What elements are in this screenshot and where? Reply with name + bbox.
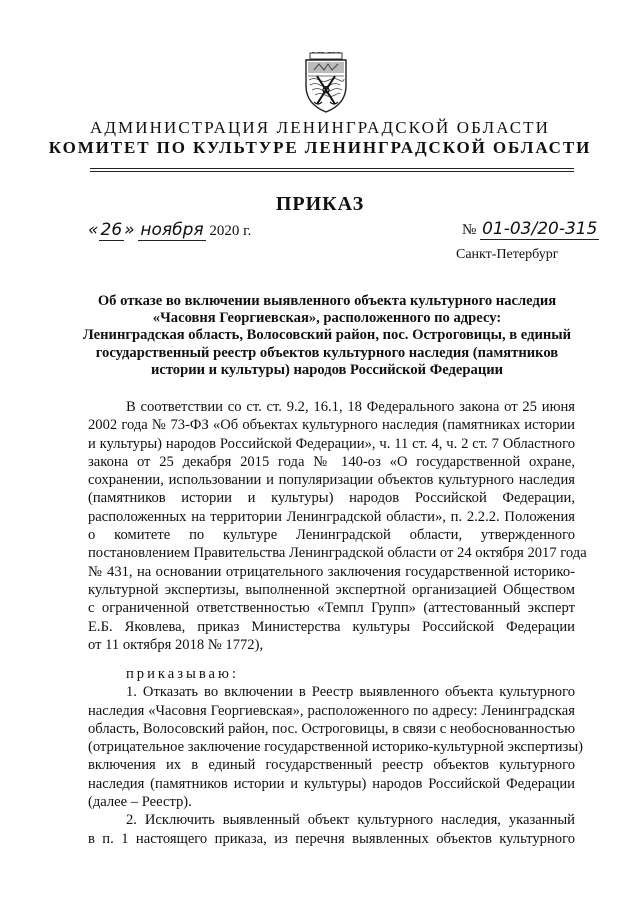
item-line: наследия «Часовня Георгиевская», расположенного по адресу: Ленинградская <box>88 702 575 719</box>
body-line: В соответствии со ст. ст. 9.2, 16.1, 18 Федерального закона от 25 июня <box>126 399 575 415</box>
title-line: истории и культуры) народов Российской Федерации <box>150 361 504 378</box>
date-open-quote: « <box>88 220 99 240</box>
date-year: 2020 г. <box>209 223 252 239</box>
city: Санкт-Петербург <box>456 247 559 262</box>
body-line: и культуры) народов Российской Федерации», ч. 11 ст. 4, ч. 2 ст. 7 Областного <box>88 435 575 452</box>
title-line: Об отказе во включении выявленного объекта культурного наследия <box>97 293 557 309</box>
document-type: ПРИКАЗ <box>275 193 365 215</box>
body-line: 2002 года № 73-ФЗ «Об объектах культурного наследия (памятниках истории <box>88 417 575 434</box>
item-line: в п. 1 настоящего приказа, из перечня выявленных объектов культурного <box>88 830 575 847</box>
body-line: сохранении, использовании и популяризации объектов культурного наследия <box>88 472 575 489</box>
number-prefix: № <box>462 222 477 238</box>
header-rule-bottom <box>90 171 574 172</box>
header-rule-top <box>90 168 574 169</box>
body-line: № 431, на основании отрицательного заключения государственной историко- <box>88 563 575 580</box>
document-number <box>462 219 599 240</box>
body-line: расположенных на территории Ленинградской области», п. 2.2.2. Положения <box>88 508 575 525</box>
item-line: (далее – Реестр). <box>88 794 192 811</box>
document-date <box>88 220 251 241</box>
date-close-quote: » <box>124 220 135 240</box>
body-line: культурной экспертизы, выполненной экспертной организацией Обществом <box>88 581 575 598</box>
body-line: от 11 октября 2018 № 1772), <box>88 636 264 653</box>
date-day: 26 <box>100 220 123 240</box>
body-line: Е.Б. Яковлева, приказ Министерства культуры Российской Федерации <box>88 618 575 635</box>
order-word: приказываю: <box>126 666 239 682</box>
item-line: область, Волосовский район, пос. Остроговицы, в связи с необоснованностью <box>88 720 575 737</box>
coat-of-arms-icon <box>302 52 350 114</box>
item-line: 2. Исключить выявленный объект культурного наследия, указанный <box>126 812 575 829</box>
document-title <box>78 293 576 379</box>
body-line: о комитете по культуре Ленинградской области, утвержденного <box>88 527 575 544</box>
organization-name: АДМИНИСТРАЦИЯ ЛЕНИНГРАДСКОЙ ОБЛАСТИ <box>89 118 551 137</box>
committee-name: КОМИТЕТ ПО КУЛЬТУРЕ ЛЕНИНГРАДСКОЙ ОБЛАСТИ <box>48 138 592 157</box>
preamble-paragraph <box>88 398 587 654</box>
item-line: наследия (памятников истории и культуры) народов Российской Федерации <box>88 775 575 792</box>
body-line: закона от 25 декабря 2015 года № 140-оз «О государственной охране, <box>88 453 575 470</box>
title-line: Ленинградская область, Волосовский район, пос. Остроговицы, в единый <box>82 327 572 344</box>
item-line: 1. Отказать во включении в Реестр выявленного объекта культурного <box>126 684 575 701</box>
item-line: (отрицательное заключение государственной историко-культурной экспертизы) <box>88 739 584 756</box>
body-line: постановлением Правительства Ленинградской области от 24 октября 2017 года <box>88 545 587 562</box>
body-line: (памятников истории и культуры) народов Российской Федерации, <box>88 490 575 507</box>
date-month: ноября <box>140 220 204 240</box>
number-value: 01-03/20-315 <box>482 219 598 239</box>
body-line: с ограниченной ответственностью «Темпл Групп» (аттестованный эксперт <box>88 600 575 617</box>
item-line: включения их в единый государственный реестр объектов культурного <box>88 757 575 774</box>
order-paragraph <box>88 665 584 848</box>
title-line: «Часовня Георгиевская», расположенного по адресу: <box>152 310 502 327</box>
title-line: государственный реестр объектов культурного наследия (памятников <box>95 344 559 361</box>
